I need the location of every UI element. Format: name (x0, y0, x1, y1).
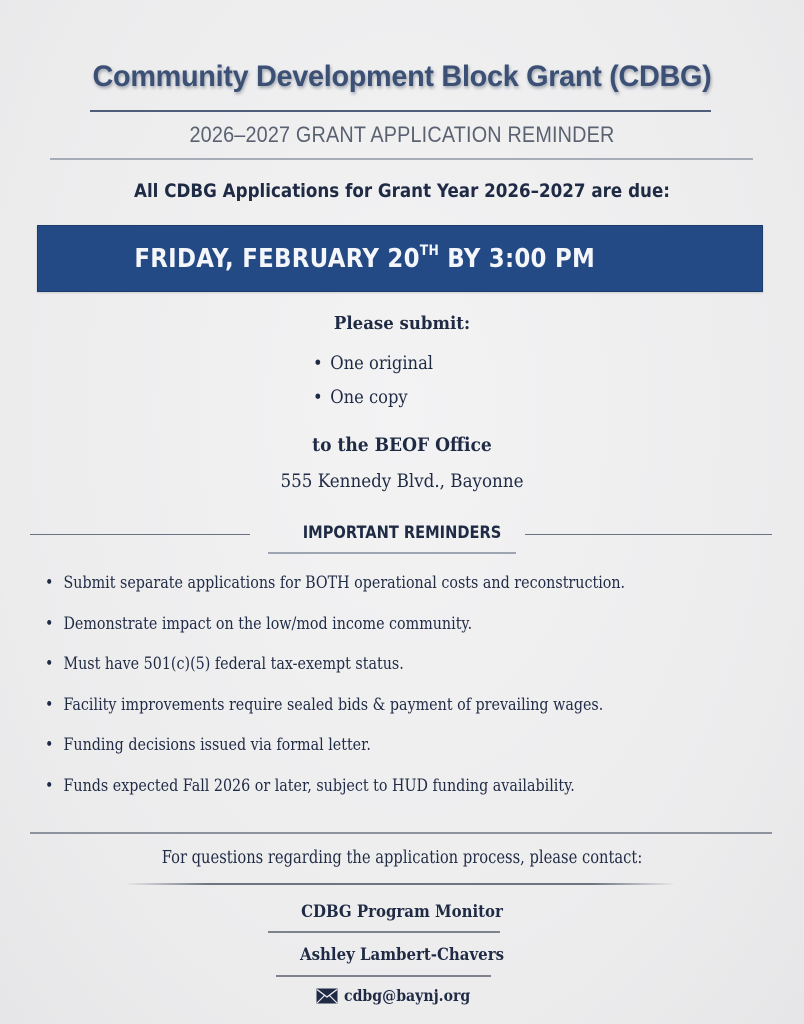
page-title: Community Development Block Grant (CDBG) (92, 60, 712, 93)
list-item (313, 386, 433, 420)
bullet-icon: • (45, 573, 54, 593)
name-underline (276, 975, 491, 977)
contact-email-row[interactable] (0, 986, 804, 1005)
contact-name: Ashley Lambert-Chavers (299, 945, 505, 965)
bullet-icon: • (45, 735, 54, 755)
reminder-text: Must have 501(c)(5) federal tax-exempt status. (63, 654, 404, 674)
reminder-text: Submit separate applications for BOTH operational costs and reconstruction. (63, 573, 626, 593)
list-item-text: One original (330, 352, 434, 374)
title-divider (90, 110, 711, 112)
role-underline (268, 931, 500, 933)
reminder-text: Demonstrate impact on the low/mod income community. (63, 613, 473, 634)
reminder-item (45, 690, 650, 731)
contact-email-link[interactable]: cdbg@baynj.org (344, 986, 471, 1005)
deadline-date: FRIDAY, FEBRUARY 20 (134, 244, 421, 274)
reminder-item (45, 609, 650, 650)
contact-role: CDBG Program Monitor (301, 902, 503, 922)
bullet-icon: • (45, 613, 54, 634)
contact-divider (30, 832, 772, 834)
bullet-icon: • (313, 386, 323, 408)
submit-heading: Please submit: (333, 313, 471, 334)
subtitle-divider (50, 158, 753, 160)
reminder-item (45, 730, 650, 771)
bullet-icon: • (45, 694, 54, 715)
reminders-heading: IMPORTANT REMINDERS (302, 523, 502, 543)
bullet-icon: • (45, 654, 54, 674)
reminders-heading-underline (268, 552, 516, 554)
contact-intro: For questions regarding the application process, please contact: (161, 848, 643, 868)
reminder-text: Funding decisions issued via formal letter. (63, 735, 371, 755)
reminder-item (45, 568, 650, 609)
deadline-text (135, 243, 596, 274)
due-statement: All CDBG Applications for Grant Year 2026–2027 are due: (133, 180, 670, 202)
bullet-icon: • (313, 352, 323, 374)
deadline-time: BY 3:00 PM (439, 244, 596, 274)
reminder-item (45, 649, 650, 690)
bullet-icon: • (45, 775, 54, 796)
subtitle: 2026–2027 GRANT APPLICATION REMINDER (189, 122, 615, 147)
reminder-text: Funds expected Fall 2026 or later, subject to HUD funding availability. (63, 775, 575, 796)
ordinal-suffix: TH (420, 243, 440, 259)
submission-list (313, 352, 453, 420)
reminders-divider-right (525, 534, 772, 535)
reminder-text: Facility improvements require sealed bids & payment of prevailing wages. (63, 694, 604, 715)
office-name: to the BEOF Office (312, 434, 492, 456)
list-item-text: One copy (330, 386, 408, 408)
reminders-list (45, 568, 765, 811)
contact-intro-divider (125, 883, 675, 885)
office-address: 555 Kennedy Blvd., Bayonne (280, 470, 524, 492)
envelope-icon (316, 988, 338, 1004)
list-item (313, 352, 433, 386)
deadline-banner (37, 225, 763, 292)
reminder-item (45, 771, 650, 812)
